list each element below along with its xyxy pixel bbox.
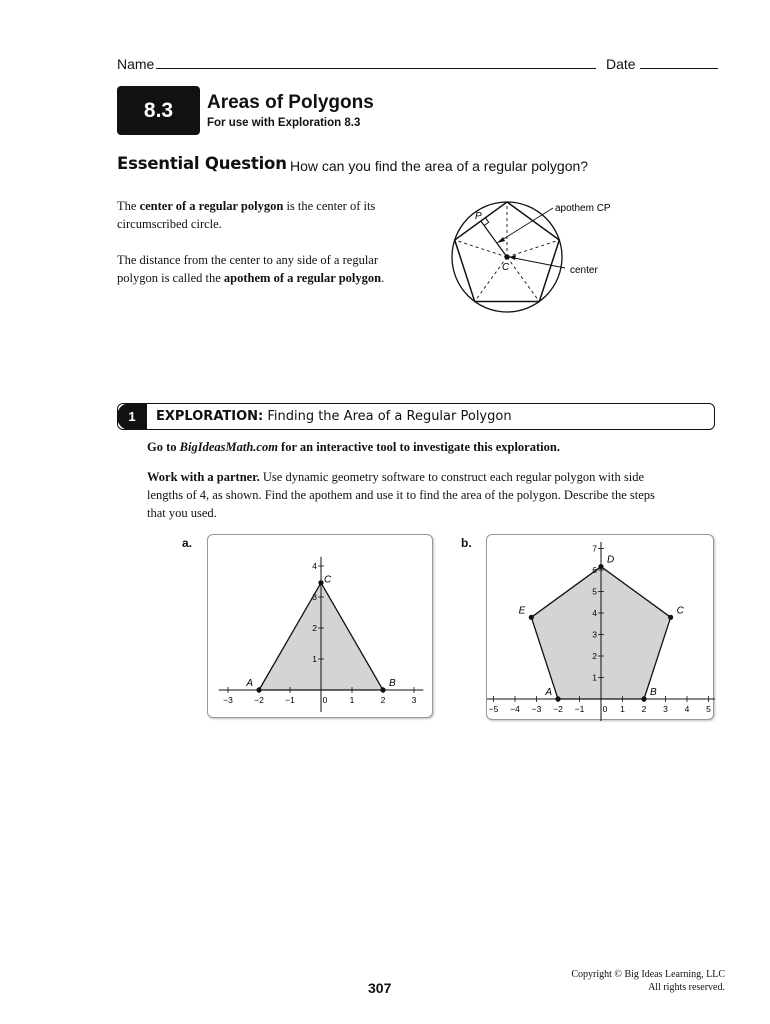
y-tick-label: 4: [592, 608, 597, 618]
vertex-a: [555, 696, 560, 701]
date-field[interactable]: [606, 56, 718, 72]
x-tick-label: −1: [574, 704, 585, 714]
y-tick-label: 1: [592, 672, 597, 683]
y-tick-label: 2: [312, 623, 317, 633]
exploration-number: 1: [117, 403, 147, 430]
graph-b: [487, 535, 715, 721]
vertex-label-a: A: [545, 687, 552, 698]
x-tick-label: 5: [706, 704, 711, 714]
section-title: Areas of Polygons: [207, 92, 374, 113]
site-link[interactable]: BigIdeasMath.com: [179, 440, 278, 454]
apothem-definition: The distance from the center to any side of a regular polygon is called the apothem of a regular polygon.: [117, 253, 385, 285]
name-label: Name: [117, 56, 155, 72]
vertex-d: [598, 564, 603, 569]
date-label: Date: [606, 56, 636, 72]
page-number: 307: [368, 980, 392, 996]
x-tick-label: 1: [349, 695, 355, 705]
part-b-label: b.: [461, 536, 472, 550]
part-a-label: a.: [182, 536, 193, 550]
essential-question-text: How can you find the area of a regular polygon?: [290, 158, 589, 174]
y-tick-label: 3: [592, 629, 597, 640]
apothem-label: apothem CP: [555, 203, 611, 214]
section-number-badge: 8.3: [117, 86, 200, 135]
vertex-b: [641, 696, 646, 701]
exploration-heading: EXPLORATION: Finding the Area of a Regular Polygon: [156, 409, 512, 424]
vertex-label-c: C: [324, 574, 332, 586]
y-tick-label: 7: [592, 543, 597, 554]
y-tick-label: 3: [312, 592, 317, 602]
vertex-label-b: B: [389, 678, 396, 689]
x-tick-label: −2: [553, 704, 563, 714]
vertex-label-e: E: [518, 605, 526, 617]
work-instruction: Work with a partner. Use dynamic geometry software to construct each regular polygon with side lengths of 4, as shown. Find the apothem and use it to find the area of the polygon. Describe the steps that you used.: [147, 470, 655, 520]
x-tick-label: 3: [663, 704, 668, 714]
term-center: center of a regular polygon: [139, 199, 284, 213]
y-tick-label: 6: [592, 565, 597, 575]
copyright: Copyright © Big Ideas Learning, LLC All rights reserved.: [571, 969, 725, 993]
x-tick-label: 3: [411, 695, 417, 705]
point-c-label: C: [502, 262, 510, 273]
x-tick-label: 0: [602, 704, 608, 714]
name-blank[interactable]: [156, 57, 596, 69]
vertex-e: [529, 615, 534, 620]
essential-question-label: Essential Question: [117, 154, 287, 173]
center-label: center: [570, 265, 598, 276]
x-tick-label: −4: [510, 704, 520, 714]
center-definition: The center of a regular polygon is the center of its circumscribed circle.: [117, 199, 376, 231]
x-tick-label: −1: [285, 695, 295, 705]
graph-b-frame: [486, 534, 714, 720]
goto-instruction: Go to BigIdeasMath.com for an interactive tool to investigate this exploration.: [147, 440, 560, 454]
vertex-c: [318, 580, 323, 585]
vertex-label-d: D: [607, 554, 615, 566]
x-tick-label: −5: [488, 704, 499, 714]
graph-a: [208, 535, 434, 719]
vertex-a: [256, 687, 261, 692]
x-tick-label: 2: [641, 704, 647, 714]
section-subtitle: For use with Exploration 8.3: [207, 117, 361, 129]
date-blank[interactable]: [640, 57, 718, 69]
pentagon-apothem-figure: [445, 190, 625, 320]
vertex-c: [668, 615, 673, 620]
y-tick-label: 4: [312, 561, 317, 571]
x-tick-label: −2: [254, 695, 264, 705]
y-tick-label: 2: [592, 651, 597, 661]
x-tick-label: 4: [684, 704, 690, 714]
term-apothem: apothem of a regular polygon: [223, 271, 382, 285]
vertex-b: [380, 687, 385, 692]
y-tick-label: 1: [312, 654, 317, 664]
point-p-label: P: [475, 211, 482, 222]
name-field[interactable]: [117, 56, 596, 72]
y-tick-label: 5: [592, 586, 597, 597]
x-tick-label: 0: [322, 695, 328, 705]
x-tick-label: −3: [531, 704, 542, 714]
x-tick-label: −3: [223, 695, 233, 705]
vertex-label-b: B: [650, 687, 657, 698]
vertex-label-c: C: [676, 605, 684, 617]
graph-a-frame: [207, 534, 433, 718]
x-tick-label: 1: [620, 704, 625, 714]
x-tick-label: 2: [380, 695, 386, 705]
vertex-label-a: A: [246, 678, 253, 689]
